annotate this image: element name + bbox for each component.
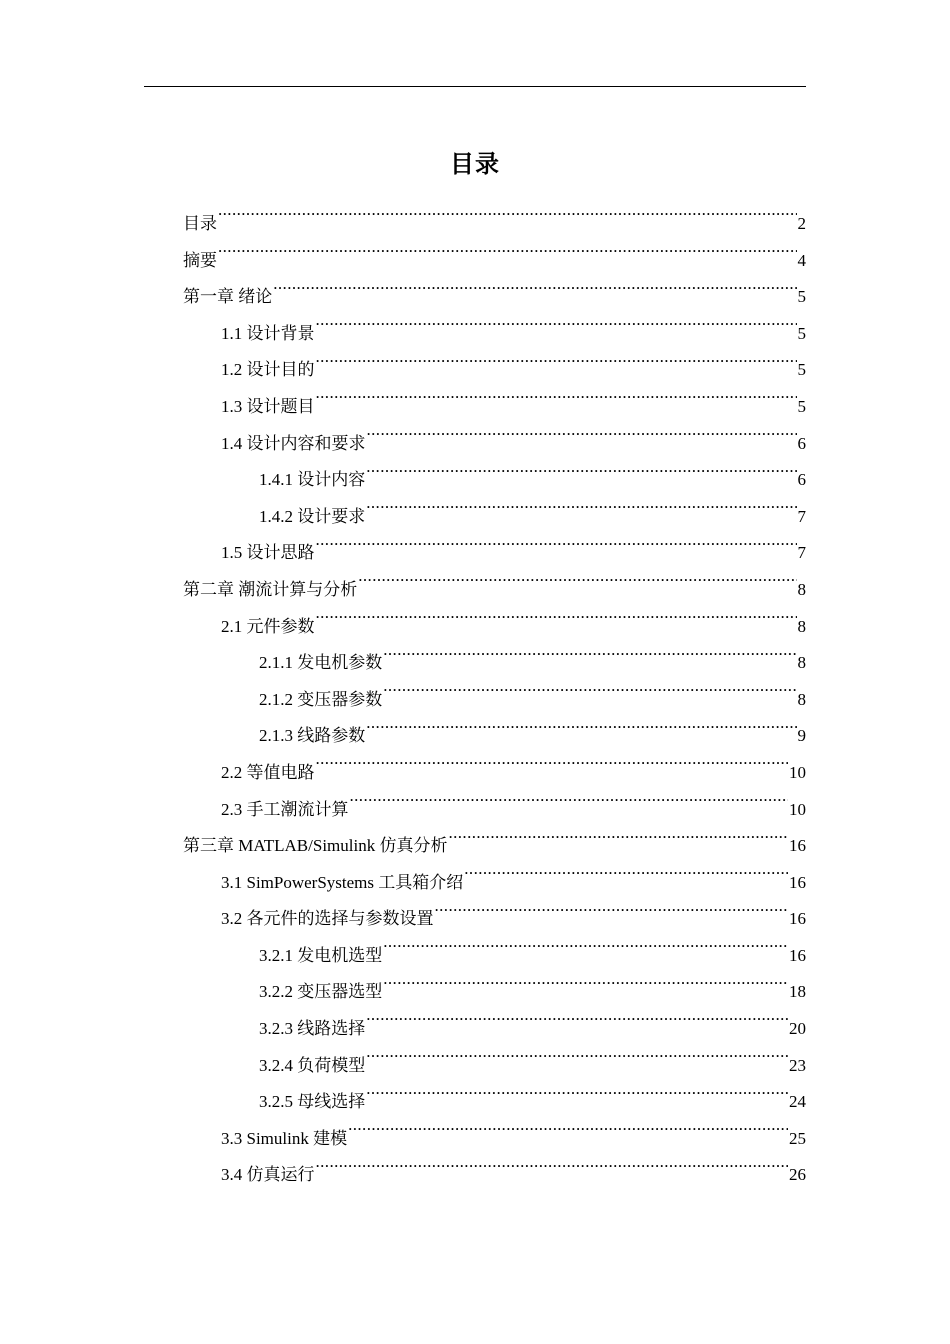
toc-entry[interactable]	[183, 755, 806, 792]
toc-entry[interactable]	[183, 499, 806, 536]
toc-dot-leader	[366, 468, 796, 485]
toc-entry-label: 摘要	[183, 250, 217, 270]
toc-entry-page-number: 8	[797, 616, 806, 636]
toc-entry-label: 3.2.4 负荷模型	[259, 1055, 366, 1075]
toc-entry-label: 1.4.1 设计内容	[259, 470, 366, 490]
toc-dot-leader	[464, 871, 788, 888]
toc-entry[interactable]	[183, 718, 806, 755]
toc-dot-leader	[367, 432, 797, 449]
toc-entry[interactable]	[183, 206, 806, 243]
toc-entry[interactable]	[183, 535, 806, 572]
toc-entry-label: 1.4.2 设计要求	[259, 506, 366, 526]
toc-dot-leader	[218, 249, 797, 266]
toc-entry[interactable]	[183, 974, 806, 1011]
toc-dot-leader	[348, 1127, 788, 1144]
toc-entry-page-number: 8	[797, 653, 806, 673]
toc-entry-page-number: 7	[797, 506, 806, 526]
toc-entry-page-number: 5	[797, 287, 806, 307]
toc-entry-page-number: 8	[797, 579, 806, 599]
toc-dot-leader	[383, 980, 788, 997]
toc-entry[interactable]	[183, 279, 806, 316]
toc-entry-page-number: 4	[797, 250, 806, 270]
toc-entry[interactable]	[183, 243, 806, 280]
toc-entry-label: 3.2.5 母线选择	[259, 1092, 366, 1112]
toc-dot-leader	[366, 724, 796, 741]
toc-entry-page-number: 23	[789, 1055, 806, 1075]
toc-entry-label: 3.2.3 线路选择	[259, 1019, 366, 1039]
toc-entry-page-number: 5	[797, 396, 806, 416]
toc-entry[interactable]	[183, 1157, 806, 1194]
toc-dot-leader	[218, 212, 797, 229]
toc-entry-label: 1.2 设计目的	[221, 360, 315, 380]
toc-dot-leader	[383, 651, 796, 668]
toc-entry-label: 2.3 手工潮流计算	[221, 799, 349, 819]
toc-dot-leader	[316, 358, 797, 375]
toc-entry-page-number: 2	[797, 214, 806, 233]
toc-dot-leader	[350, 798, 789, 815]
toc-entry-label: 目录	[183, 214, 217, 233]
header-rule	[144, 86, 806, 87]
toc-dot-leader	[448, 834, 788, 851]
toc-entry-page-number: 16	[789, 836, 806, 856]
toc-title: 目录	[450, 150, 500, 178]
toc-dot-leader	[316, 1163, 789, 1180]
toc-entry-page-number: 10	[789, 762, 806, 782]
toc-entry[interactable]	[183, 645, 806, 682]
toc-entry-label: 1.1 设计背景	[221, 323, 315, 343]
toc-entry-page-number: 6	[797, 433, 806, 453]
toc-entry[interactable]	[183, 389, 806, 426]
toc-entry-label: 第三章 MATLAB/Simulink 仿真分析	[183, 836, 448, 856]
toc-entry-label: 2.1.2 变压器参数	[259, 689, 383, 709]
toc-entry-label: 3.2 各元件的选择与参数设置	[221, 909, 434, 929]
toc-dot-leader	[383, 688, 796, 705]
toc-entry-page-number: 16	[789, 909, 806, 929]
toc-entry-page-number: 9	[797, 726, 806, 746]
toc-entry[interactable]	[183, 1084, 806, 1121]
toc-entry[interactable]	[183, 792, 806, 829]
toc-entry[interactable]	[183, 316, 806, 353]
toc-entry-label: 1.3 设计题目	[221, 396, 315, 416]
toc-entry-page-number: 8	[797, 689, 806, 709]
toc-entry[interactable]	[183, 609, 806, 646]
toc-dot-leader	[366, 1054, 788, 1071]
toc-entry-label: 2.1.3 线路参数	[259, 726, 366, 746]
toc-entry-label: 2.2 等值电路	[221, 762, 315, 782]
toc-entry-page-number: 5	[797, 360, 806, 380]
toc-entry-label: 第一章 绪论	[183, 287, 273, 307]
toc-entry-page-number: 24	[789, 1092, 806, 1112]
toc-dot-leader	[316, 395, 797, 412]
toc-entry-label: 1.5 设计思路	[221, 543, 315, 563]
table-of-contents	[183, 206, 806, 1194]
toc-entry-label: 3.2.1 发电机选型	[259, 945, 383, 965]
toc-entry-page-number: 6	[797, 470, 806, 490]
toc-entry-page-number: 25	[789, 1128, 806, 1148]
toc-entry-page-number: 10	[789, 799, 806, 819]
toc-entry[interactable]	[183, 462, 806, 499]
toc-entry-label: 2.1 元件参数	[221, 616, 315, 636]
toc-entry[interactable]	[183, 1121, 806, 1158]
toc-entry[interactable]	[183, 901, 806, 938]
toc-entry-label: 3.3 Simulink 建模	[221, 1128, 348, 1148]
toc-entry[interactable]	[183, 865, 806, 902]
toc-entry-page-number: 7	[797, 543, 806, 563]
toc-dot-leader	[435, 907, 789, 924]
toc-dot-leader	[366, 1017, 788, 1034]
toc-entry-label: 1.4 设计内容和要求	[221, 433, 366, 453]
toc-dot-leader	[316, 615, 797, 632]
toc-entry[interactable]	[183, 938, 806, 975]
toc-entry-page-number: 26	[789, 1165, 806, 1185]
toc-entry-page-number: 18	[789, 982, 806, 1002]
toc-dot-leader	[316, 761, 789, 778]
toc-entry-page-number: 16	[789, 872, 806, 892]
toc-entry[interactable]	[183, 426, 806, 463]
toc-entry[interactable]	[183, 828, 806, 865]
toc-entry[interactable]	[183, 1011, 806, 1048]
toc-entry-page-number: 20	[789, 1019, 806, 1039]
toc-entry[interactable]	[183, 352, 806, 389]
toc-entry-page-number: 16	[789, 945, 806, 965]
toc-dot-leader	[273, 285, 796, 302]
toc-entry-label: 3.1 SimPowerSystems 工具箱介绍	[221, 872, 464, 892]
toc-dot-leader	[383, 944, 788, 961]
toc-entry-page-number: 5	[797, 323, 806, 343]
toc-entry[interactable]	[183, 682, 806, 719]
toc-entry-label: 3.4 仿真运行	[221, 1165, 315, 1185]
toc-entry[interactable]	[183, 1048, 806, 1085]
toc-entry[interactable]	[183, 572, 806, 609]
toc-dot-leader	[316, 541, 797, 558]
toc-entry-label: 2.1.1 发电机参数	[259, 653, 383, 673]
toc-dot-leader	[316, 322, 797, 339]
toc-dot-leader	[358, 578, 796, 595]
toc-entry-label: 第二章 潮流计算与分析	[183, 579, 358, 599]
toc-dot-leader	[366, 505, 796, 522]
toc-dot-leader	[366, 1090, 788, 1107]
toc-entry-label: 3.2.2 变压器选型	[259, 982, 383, 1002]
